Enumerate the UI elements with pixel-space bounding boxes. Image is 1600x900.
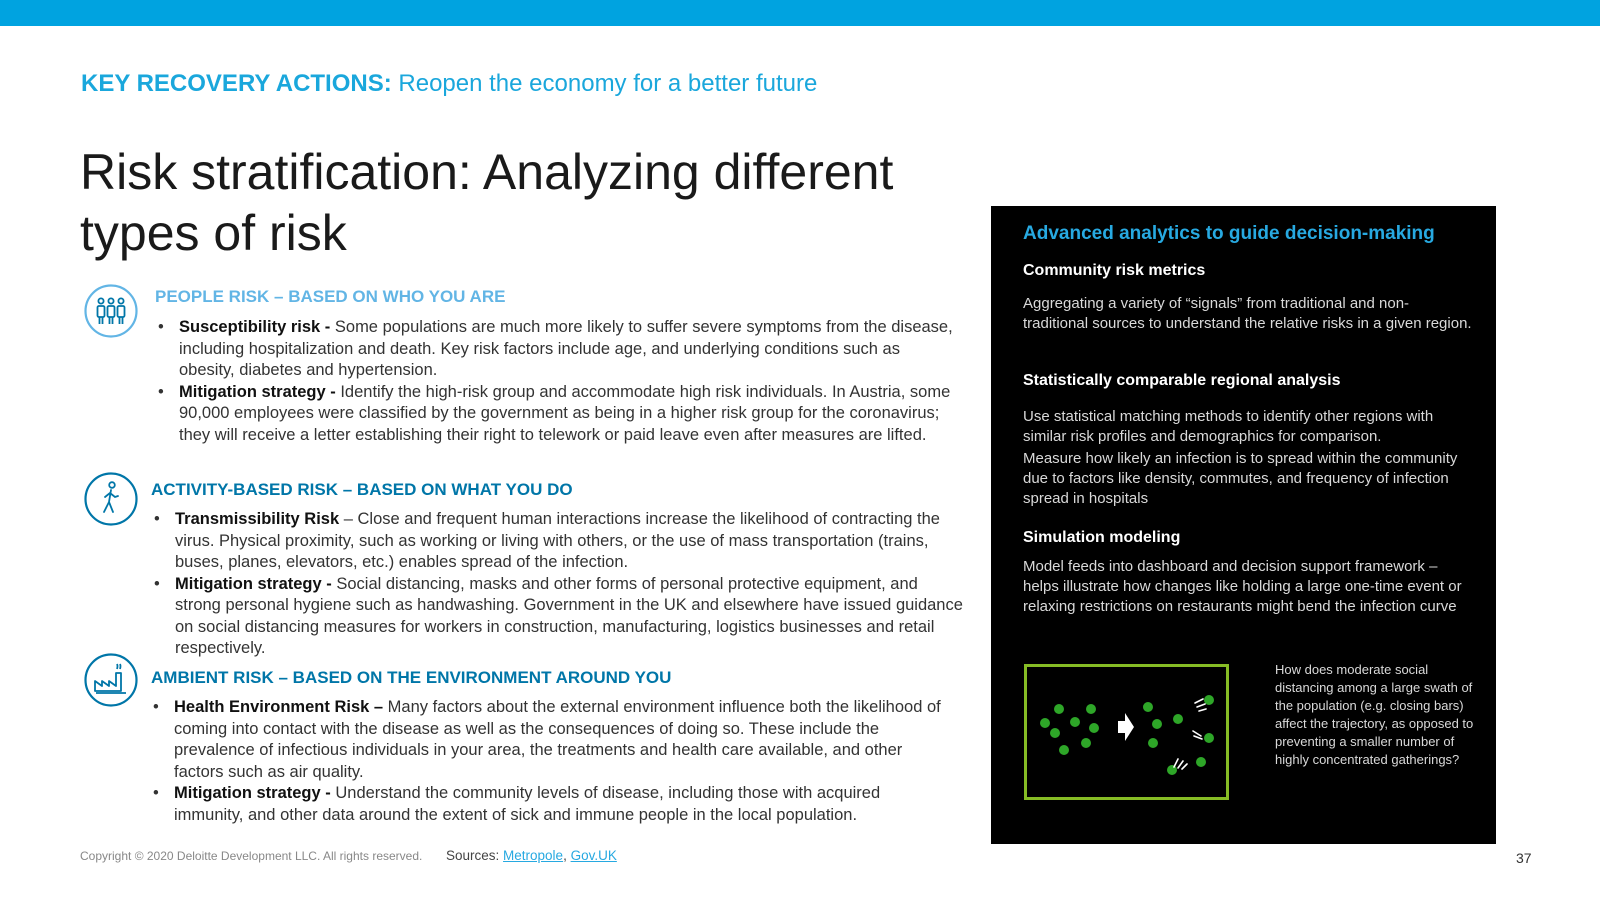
analytics-panel [991, 206, 1496, 844]
arrow-right-icon [1118, 713, 1134, 741]
bullet-text: – Close and frequent human interactions increase the likelihood of contracting the virus. Physical proximity, such as working or living with others, or the use of mass transportation (trains, buses, planes, elevators, etc.) enables spread of the infection. [175, 510, 940, 571]
bullet-lead: Transmissibility Risk [175, 510, 340, 528]
top-accent-bar [0, 0, 1600, 26]
bullet-list-activity [152, 509, 964, 660]
kicker [81, 70, 817, 98]
kicker-text: Reopen the economy for a better future [391, 70, 818, 97]
panel-text-regional: Use statistical matching methods to identify other regions with similar risk profiles and demographics for comparison. [1023, 408, 1434, 445]
panel-heading-community: Community risk metrics [1023, 262, 1206, 279]
cluster-dots [1040, 704, 1099, 755]
bullet-list-people [156, 317, 956, 446]
bullet-text: Many factors about the external environment influence both the likelihood of coming into contact with the disease as well as the consequences of doing so. These include the prevalence of infectious individuals in your area, the treatments and health care available, and other factors such as air quality. [174, 698, 941, 781]
source-link-metropole[interactable]: Metropole [503, 848, 564, 863]
section-heading-people: PEOPLE RISK – BASED ON WHO YOU ARE [155, 287, 506, 306]
bullet-text: Understand the community levels of disease, including those with acquired immunity, and other data around the extent of sick and immune people in the local population. [174, 784, 881, 824]
kicker-bold: KEY RECOVERY ACTIONS: [81, 70, 392, 97]
page-number: 37 [1516, 850, 1532, 866]
sources [446, 848, 617, 863]
panel-title: Advanced analytics to guide decision-making [1023, 223, 1435, 244]
bullet-lead: Health Environment Risk – [174, 698, 384, 716]
bullet-lead: Susceptibility risk - [179, 318, 331, 336]
page-title: Risk stratification: Analyzing different types of risk [80, 144, 894, 261]
panel-text-spread: Measure how likely an infection is to spread within the community due to factors like density, commutes, and frequency of infection spread in hospitals [1023, 450, 1458, 507]
simulation-caption: How does moderate social distancing among a large swath of the population (e.g. closing bars) affect the trajectory, as opposed to preventing a smaller number of highly concentrated gatherings? [1275, 662, 1474, 767]
simulation-illustration [1024, 664, 1229, 800]
source-link-govuk[interactable]: Gov.UK [570, 848, 617, 863]
list-item: • Health Environment Risk – Many factors about the external environment influence both the likelihood of coming into contact with the disease as well as the consequences of doing so. These include the prevalence of infectious individuals in your area, the treatments and health care available, and other factors such as air quality. [153, 698, 941, 781]
list-item: • Transmissibility Risk – Close and frequent human interactions increase the likelihood of contracting the virus. Physical proximity, such as working or living with others, or the use of mass transportation (trains, buses, planes, elevators, etc.) enables spread of the infection. [154, 510, 940, 571]
panel-text-simulation: Model feeds into dashboard and decision support framework – helps illustrate how changes like holding a large one-time event or relaxing restrictions on restaurants might bend the infection curve [1023, 558, 1462, 615]
bullet-lead: Mitigation strategy - [179, 382, 336, 401]
copyright-text: Copyright © 2020 Deloitte Development LLC. All rights reserved. [80, 849, 423, 863]
section-heading-activity: ACTIVITY-BASED RISK – BASED ON WHAT YOU DO [151, 480, 573, 499]
bullet-text: Social distancing, masks and other forms of personal protective equipment, and strong personal hygiene such as handwashing. Government in the UK and elsewhere have issued guidance on social distancing measures for workers in construction, manufacturing, logistics businesses and retail respectively. [175, 574, 963, 657]
section-heading-ambient: AMBIENT RISK – BASED ON THE ENVIRONMENT AROUND YOU [151, 668, 672, 687]
panel-heading-simulation: Simulation modeling [1023, 529, 1181, 546]
list-item: • Mitigation strategy - Social distancing, masks and other forms of personal protective equipment, and strong personal hygiene such as handwashing. Government in the UK and elsewhere have issued guidance on social distancing measures for workers in construction, manufacturing, logistics businesses and retail respectively. [154, 574, 963, 657]
walking-person-icon [84, 472, 138, 526]
bullet-text: Some populations are much more likely to suffer severe symptoms from the disease, including hospitalization and death. Key risk factors include age, and underlying conditions such as obesity, diabetes and hypertension. [179, 318, 953, 379]
bullet-lead: Mitigation strategy - [175, 574, 332, 593]
sources-separator: , [563, 848, 571, 863]
distanced-dots [1143, 695, 1214, 775]
bullet-text: Identify the high-risk group and accommodate high risk individuals. In Austria, some 90,000 employees were classified by the government as being in a higher risk group for the coronavirus; they will receive a letter establishing their right to telework or paid leave even after measures are lifted. [179, 382, 951, 444]
bullet-lead: Mitigation strategy - [174, 784, 331, 802]
list-item: • Mitigation strategy - Identify the high-risk group and accommodate high risk individuals. In Austria, some 90,000 employees were classified by the government as being in a higher risk group for the coronavirus; they will receive a letter establishing their right to telework or paid leave even after measures are lifted. [158, 382, 951, 444]
simulation-graphic [1027, 667, 1226, 797]
bullet-list-ambient [151, 697, 951, 826]
panel-text-community: Aggregating a variety of “signals” from traditional and non-traditional sources to understand the relative risks in a given region. [1023, 295, 1472, 332]
people-icon [84, 284, 138, 338]
list-item: • Mitigation strategy - Understand the community levels of disease, including those with acquired immunity, and other data around the extent of sick and immune people in the local population. [153, 784, 881, 824]
list-item: • Susceptibility risk - Some populations are much more likely to suffer severe symptoms from the disease, including hospitalization and death. Key risk factors include age, and underlying conditions such as obesity, diabetes and hypertension. [158, 318, 953, 379]
factory-icon [84, 653, 138, 707]
panel-heading-regional: Statistically comparable regional analysis [1023, 372, 1341, 389]
sources-label: Sources: [446, 848, 504, 863]
